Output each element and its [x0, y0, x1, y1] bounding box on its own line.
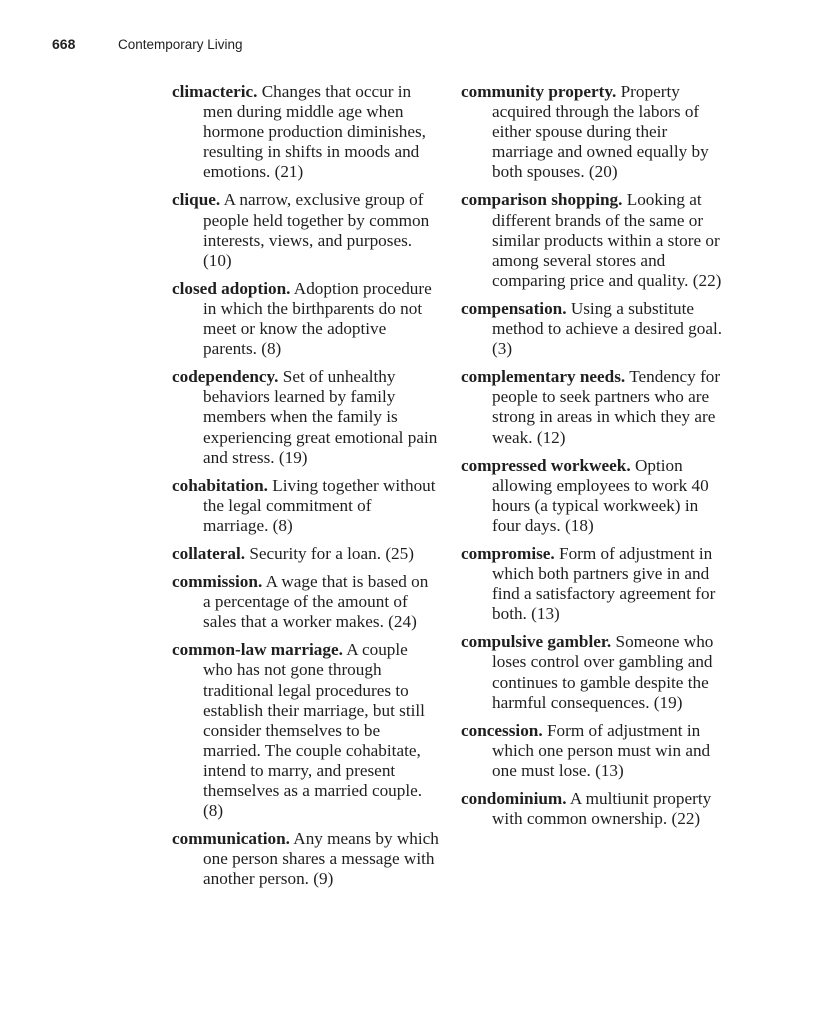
glossary-term: community property. [461, 82, 617, 101]
glossary-term: common-law marriage. [172, 640, 343, 660]
glossary-definition: Option allowing employees to work 40 hours (a typical workweek) in four days. (18) [492, 455, 709, 535]
glossary-term: concession. [461, 720, 543, 740]
glossary-entry [172, 82, 440, 182]
glossary-definition: A multiunit property with common ownership. (22) [492, 789, 712, 829]
glossary-term: commission. [172, 572, 263, 592]
glossary-definition: Changes that occur in men during middle age when hormone production diminishes, resulting in shifts in moods and emotions. (21) [203, 82, 426, 182]
running-header [52, 36, 243, 52]
glossary-term: condominium. [461, 789, 567, 808]
glossary-definition: Any means by which one person shares a message with another person. (9) [203, 829, 439, 889]
glossary-term: codependency. [172, 367, 279, 387]
glossary-definition: Form of adjustment in which one person must win and one must lose. (13) [492, 720, 711, 780]
glossary-entry [461, 544, 731, 624]
glossary-entry [172, 279, 440, 359]
glossary-definition: Set of unhealthy behaviors learned by family members when the family is experiencing great emotional pain and stress. (19) [203, 367, 438, 467]
glossary-term: collateral. [172, 543, 246, 563]
glossary-entry [461, 190, 731, 290]
glossary-term: comparison shopping. [461, 190, 623, 210]
glossary-entry [461, 789, 731, 829]
glossary-entry [172, 367, 440, 467]
glossary-column-right [461, 82, 731, 837]
glossary-definition: Security for a loan. (25) [249, 543, 414, 563]
glossary-definition: Tendency for people to seek partners who are strong in areas in which they are weak. (12) [492, 367, 721, 447]
glossary-entry [172, 190, 440, 270]
glossary-definition: A wage that is based on a percentage of the amount of sales that a worker makes. (24) [203, 572, 429, 632]
glossary-definition: Someone who loses control over gambling and continues to gamble despite the harmful consequences. (19) [492, 632, 714, 712]
glossary-definition: Looking at different brands of the same or similar products within a store or among several stores and comparing price and quality. (22) [492, 190, 722, 290]
glossary-definition: Living together without the legal commitment of marriage. (8) [203, 475, 436, 535]
glossary-definition: Using a substitute method to achieve a desired goal. (3) [492, 298, 723, 359]
glossary-term: complementary needs. [461, 367, 626, 387]
glossary-term: closed adoption. [172, 278, 291, 298]
glossary-entry [172, 640, 440, 821]
glossary-definition: Form of adjustment in which both partners give in and find a satisfactory agreement for both. (13) [492, 543, 716, 624]
glossary-term: compensation. [461, 298, 567, 318]
glossary-term: communication. [172, 829, 290, 849]
glossary-definition: Property acquired through the labors of either spouse during their marriage and owned equally by both spouses. (20) [492, 82, 709, 182]
glossary-term: cohabitation. [172, 475, 268, 495]
glossary-term: compressed workweek. [461, 455, 631, 475]
glossary-term: compulsive gambler. [461, 632, 612, 652]
glossary-entry [172, 829, 440, 889]
glossary-definition: A narrow, exclusive group of people held together by common interests, views, and purposes. (10) [203, 190, 430, 270]
glossary-entry [172, 476, 440, 536]
glossary-column-left [172, 82, 440, 897]
glossary-term: climacteric. [172, 82, 258, 101]
glossary-definition: Adoption procedure in which the birthparents do not meet or know the adoptive parents. (8) [203, 278, 432, 359]
glossary-term: compromise. [461, 543, 555, 563]
glossary-entry [461, 82, 731, 182]
glossary-entry [172, 572, 440, 632]
glossary-definition: A couple who has not gone through traditional legal procedures to establish their marriage, but still consider themselves to be married. The couple cohabitate, intend to marry, and present themselves as a married couple. (8) [203, 640, 425, 821]
glossary-entry [461, 456, 731, 536]
glossary-entry [461, 367, 731, 447]
glossary-entry [461, 721, 731, 781]
glossary-term: clique. [172, 190, 221, 210]
glossary-entry [461, 299, 731, 359]
glossary-entry [172, 544, 440, 564]
page-number: 668 [52, 36, 76, 52]
book-title: Contemporary Living [118, 37, 243, 52]
glossary-entry [461, 632, 731, 712]
